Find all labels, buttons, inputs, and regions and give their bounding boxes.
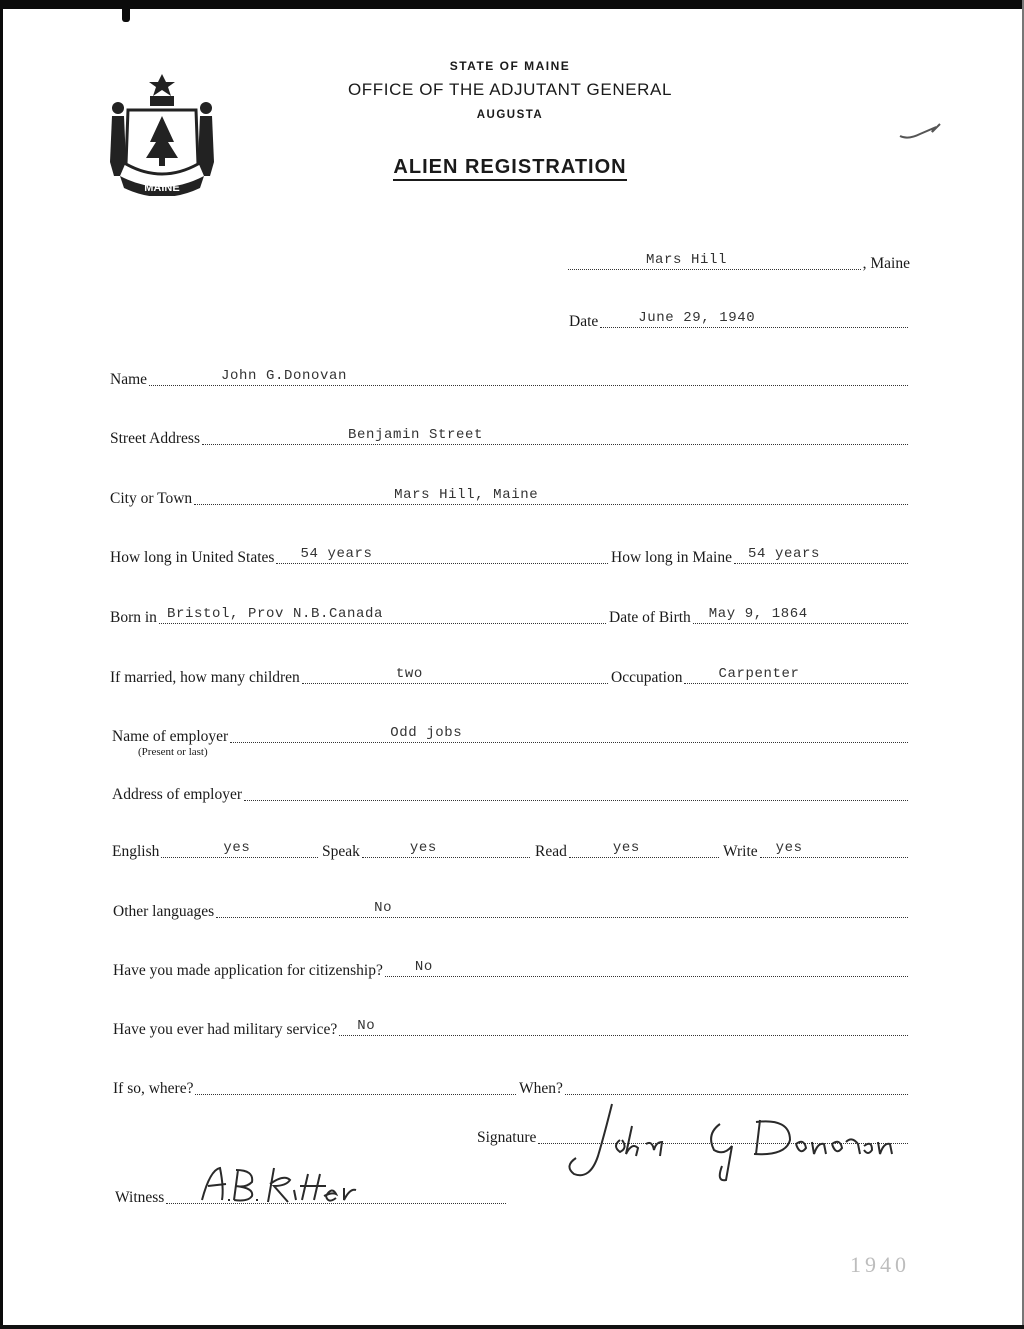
speak-field[interactable] [362, 842, 530, 858]
speak-value: yes [409, 840, 437, 856]
city-field[interactable] [194, 489, 908, 505]
page-title [300, 156, 720, 179]
speak-label: Speak [322, 843, 360, 860]
scan-border-bottom [0, 1325, 1024, 1329]
faded-date-stamp: 1940 [850, 1252, 910, 1277]
date-field[interactable] [600, 312, 908, 328]
us-years-field[interactable] [276, 548, 608, 564]
children-label: If married, how many children [110, 669, 300, 686]
witness-handwriting [198, 1160, 438, 1208]
name-label: Name [110, 371, 148, 388]
name-value: John G.Donovan [221, 368, 348, 384]
military-label: Have you ever had military service? [113, 1021, 338, 1038]
when-label: When? [519, 1080, 563, 1097]
check-mark-icon [898, 118, 942, 142]
english-label: English [112, 843, 160, 860]
children-field[interactable] [302, 668, 608, 684]
other-languages-row [113, 902, 910, 921]
write-row [723, 842, 910, 861]
punch-hole [122, 6, 130, 22]
english-field[interactable] [161, 842, 318, 858]
us-years-value: 54 years [300, 546, 373, 562]
us-years-label: How long in United States [110, 549, 275, 566]
witness-label: Witness [115, 1189, 165, 1206]
header-state: STATE OF MAINE [449, 59, 571, 73]
born-value: Bristol, Prov N.B.Canada [166, 606, 383, 622]
military-field[interactable] [339, 1020, 908, 1036]
occupation-value: Carpenter [718, 666, 800, 682]
write-value: yes [775, 840, 803, 856]
city-value: Mars Hill, Maine [394, 487, 539, 503]
occupation-field[interactable] [684, 668, 908, 684]
header-office: OFFICE OF THE ADJUTANT GENERAL [347, 80, 673, 99]
name-field[interactable] [149, 370, 908, 386]
state-seal-icon [106, 72, 218, 196]
speak-row [322, 842, 532, 861]
where-field[interactable] [195, 1079, 516, 1095]
place-field[interactable] [568, 254, 861, 270]
dob-row [609, 608, 910, 627]
born-field[interactable] [159, 608, 606, 624]
military-row [113, 1020, 910, 1039]
other-languages-field[interactable] [216, 902, 908, 918]
header-city: AUGUSTA [476, 109, 544, 121]
write-field[interactable] [760, 842, 908, 858]
military-value: No [357, 1018, 376, 1034]
date-label: Date [569, 313, 599, 330]
place-row [566, 254, 910, 273]
read-field[interactable] [569, 842, 719, 858]
read-row [535, 842, 721, 861]
name-row [110, 370, 910, 389]
dob-value: May 9, 1864 [708, 606, 808, 622]
place-value: Mars Hill [646, 252, 728, 268]
street-row [110, 429, 910, 448]
employer-row [112, 727, 910, 746]
maine-years-row [611, 548, 910, 567]
maine-years-field[interactable] [734, 548, 908, 564]
scan-border-left [0, 0, 3, 1329]
children-row [110, 668, 610, 687]
employer-value: Odd jobs [390, 725, 463, 741]
signature-label: Signature [477, 1129, 537, 1146]
city-row [110, 489, 910, 508]
employer-address-label: Address of employer [112, 786, 242, 803]
english-row [112, 842, 320, 861]
signature-handwriting [560, 1096, 920, 1182]
us-years-row [110, 548, 610, 567]
page-title-text: ALIEN REGISTRATION [393, 156, 626, 181]
born-label: Born in [110, 609, 157, 626]
when-field[interactable] [565, 1079, 908, 1095]
employer-address-row [112, 785, 910, 804]
children-value: two [395, 666, 423, 682]
citizenship-label: Have you made application for citizenship? [113, 962, 383, 979]
dob-label: Date of Birth [609, 609, 691, 626]
citizenship-value: No [414, 959, 433, 975]
read-label: Read [535, 843, 567, 860]
city-label: City or Town [110, 490, 193, 507]
employer-address-field[interactable] [244, 785, 908, 801]
street-label: Street Address [110, 430, 200, 447]
dob-field[interactable] [693, 608, 908, 624]
employer-field[interactable] [230, 727, 908, 743]
date-value: June 29, 1940 [638, 310, 756, 326]
where-row [113, 1079, 518, 1098]
citizenship-row [113, 961, 910, 980]
other-languages-value: No [374, 900, 393, 916]
occupation-row [611, 668, 910, 687]
citizenship-field[interactable] [385, 961, 908, 977]
where-label: If so, where? [113, 1080, 194, 1097]
maine-years-label: How long in Maine [611, 549, 732, 566]
english-value: yes [223, 840, 251, 856]
scan-border-top [0, 0, 1024, 9]
maine-years-value: 54 years [747, 546, 820, 562]
read-value: yes [612, 840, 640, 856]
seal-banner: MAINE [144, 182, 180, 194]
employer-sublabel: (Present or last) [138, 746, 208, 758]
write-label: Write [723, 843, 758, 860]
street-field[interactable] [202, 429, 908, 445]
other-languages-label: Other languages [113, 903, 215, 920]
place-suffix: , Maine [862, 255, 910, 272]
street-value: Benjamin Street [347, 427, 484, 443]
date-row [569, 312, 910, 331]
born-row [110, 608, 608, 627]
occupation-label: Occupation [611, 669, 683, 686]
employer-label: Name of employer [112, 728, 229, 745]
